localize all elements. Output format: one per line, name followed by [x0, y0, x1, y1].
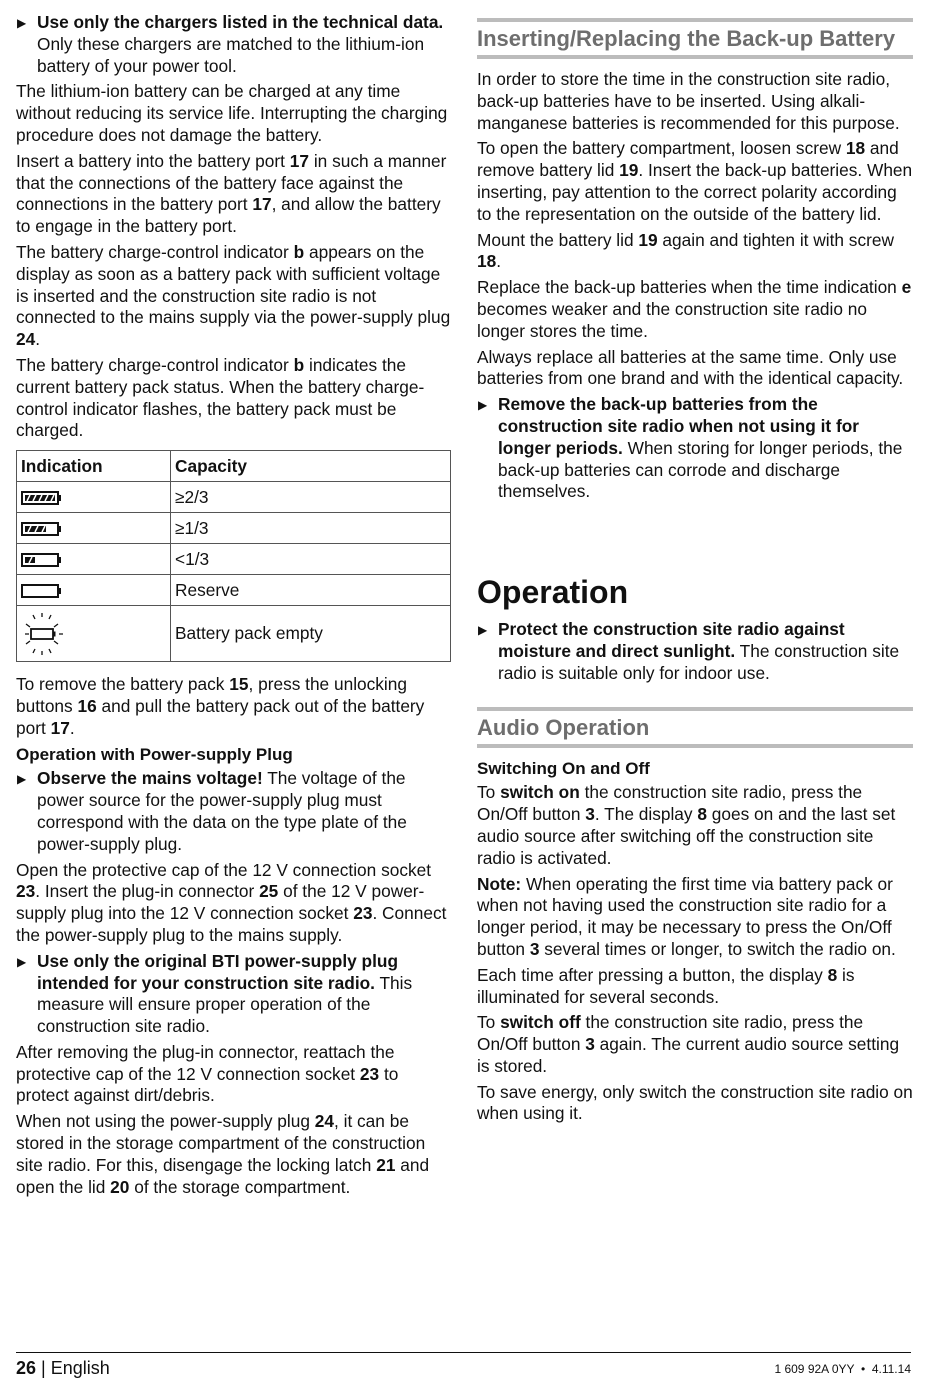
subheading-switching: Switching On and Off [477, 758, 650, 778]
subheading-power-supply: Operation with Power-supply Plug [16, 744, 293, 764]
header-indication: Indication [17, 451, 171, 482]
battery-flashing-icon [21, 612, 67, 656]
battery-two-thirds-icon [21, 521, 63, 537]
table-row [17, 575, 451, 606]
capacity-cell: Battery pack empty [171, 606, 451, 662]
capacity-cell: <1/3 [171, 544, 451, 575]
heading-operation: Operation [477, 574, 629, 611]
page-footer [16, 1352, 911, 1378]
paragraph-charging: The lithium-ion battery can be charged at any time without reducing its service life. Interrupting the charging procedure does not damage the battery. [16, 81, 448, 145]
document-code: 1 609 92A 0YY • 4.11.14 [774, 1362, 911, 1376]
capacity-cell: ≥1/3 [171, 513, 451, 544]
paragraph-note: Note: When operating the first time via battery pack or when not having used the construction site radio for a longer period, it may be necessary to press the On/Off button 3 several times or longer, to switch the radio on. [477, 873, 896, 959]
battery-empty-icon [21, 583, 63, 599]
warning-chargers: ▶ Use only the chargers listed in the technical data. Only these chargers are matched to the lithium-ion battery of your power tool. [16, 12, 452, 77]
warning-mains-voltage: ▶ Observe the mains voltage! The voltage of the power source for the power-supply plug must correspond with the data on the type plate of the power-supply plug. [16, 768, 452, 855]
section-heading-audio: Audio Operation [477, 707, 913, 748]
header-capacity: Capacity [171, 451, 451, 482]
paragraph-indicator: The battery charge-control indicator b appears on the display as soon as a battery pack with sufficient voltage is inserted and the construction site radio is not connected to the mains supply via the power-supply plug 24. [16, 241, 451, 350]
footer-language: English [50, 1358, 110, 1378]
paragraph-open-compartment: To open the battery compartment, loosen screw 18 and remove battery lid 19. Insert the back-up batteries. When inserting, pay attention to the correct polarity according to the representation on the outside of the battery lid. [477, 138, 913, 224]
paragraph-switch-off: To switch off the construction site radio, press the On/Off button 3 again. The current audio source setting is stored. [477, 1012, 900, 1076]
battery-indication-table [16, 450, 451, 662]
capacity-cell: ≥2/3 [171, 482, 451, 513]
paragraph-remove-battery: To remove the battery pack 15, press the unlocking buttons 16 and pull the battery pack out of the battery port 17. [16, 674, 425, 738]
paragraph-insert-battery: Insert a battery into the battery port 17 in such a manner that the connections of the battery face against the connections in the battery port 17, and allow the battery to engage in the battery port. [16, 150, 447, 237]
paragraph-status: The battery charge-control indicator b indicates the current battery pack status. When the battery charge-control indicator flashes, the battery pack must be charged. [16, 354, 425, 441]
table-row [17, 482, 451, 513]
paragraph-display-illuminated: Each time after pressing a button, the display 8 is illuminated for several seconds. [477, 964, 855, 1007]
table-row [17, 544, 451, 575]
paragraph-replace-all: Always replace all batteries at the same time. Only use batteries from one brand and with the identical capacity. [477, 346, 904, 389]
page-number: 26 [16, 1358, 37, 1378]
table-row [17, 606, 451, 662]
paragraph-switch-on: To switch on the construction site radio, press the On/Off button 3. The display 8 goes on and the last set audio source after switching off the construction site radio is activated. [477, 782, 896, 868]
paragraph-backup: In order to store the time in the construction site radio, back-up batteries have to be inserted. Using alkali-manganese batteries is recommended for this purpose. [477, 69, 900, 133]
paragraph-mount-lid: Mount the battery lid 19 again and tighten it with screw 18. [477, 229, 894, 272]
table-row [17, 513, 451, 544]
paragraph-replace-batteries: Replace the back-up batteries when the time indication e becomes weaker and the construction site radio no longer stores the time. [477, 277, 912, 341]
footer-separator: | [36, 1358, 51, 1378]
paragraph-reattach-cap: After removing the plug-in connector, reattach the protective cap of the 12 V connection socket 23 to protect against dirt/debris. [16, 1041, 399, 1106]
paragraph-open-cap: Open the protective cap of the 12 V connection socket 23. Insert the plug-in connector 25 of the 12 V power-supply plug into the 12 V connection socket 23. Connect the power-supply plug to the mains supply. [16, 859, 447, 945]
warning-remove-backup: ▶ Remove the back-up batteries from the construction site radio when not using it for longer periods. When storing for longer periods, the back-up batteries can corrode and discharge themselves. [477, 394, 913, 503]
capacity-cell: Reserve [171, 575, 451, 606]
right-column [477, 12, 913, 1129]
warning-protect-radio: ▶ Protect the construction site radio against moisture and direct sunlight. The construction site radio is suitable only for indoor use. [477, 619, 913, 684]
paragraph-save-energy: To save energy, only switch the construction site radio on when using it. [477, 1081, 913, 1124]
left-column [16, 12, 452, 1202]
table-header-row [17, 451, 451, 482]
section-heading-backup-battery: Inserting/Replacing the Back-up Battery [477, 18, 913, 59]
battery-full-icon [21, 490, 63, 506]
battery-one-third-icon [21, 552, 63, 568]
warning-original-plug: ▶ Use only the original BTI power-supply plug intended for your construction site radio. This measure will ensure proper operation of the construction site radio. [16, 951, 452, 1038]
paragraph-store-plug: When not using the power-supply plug 24, it can be stored in the storage compartment of the construction site radio. For this, disengage the locking latch 21 and open the lid 20 of the storage compartment. [16, 1111, 430, 1197]
